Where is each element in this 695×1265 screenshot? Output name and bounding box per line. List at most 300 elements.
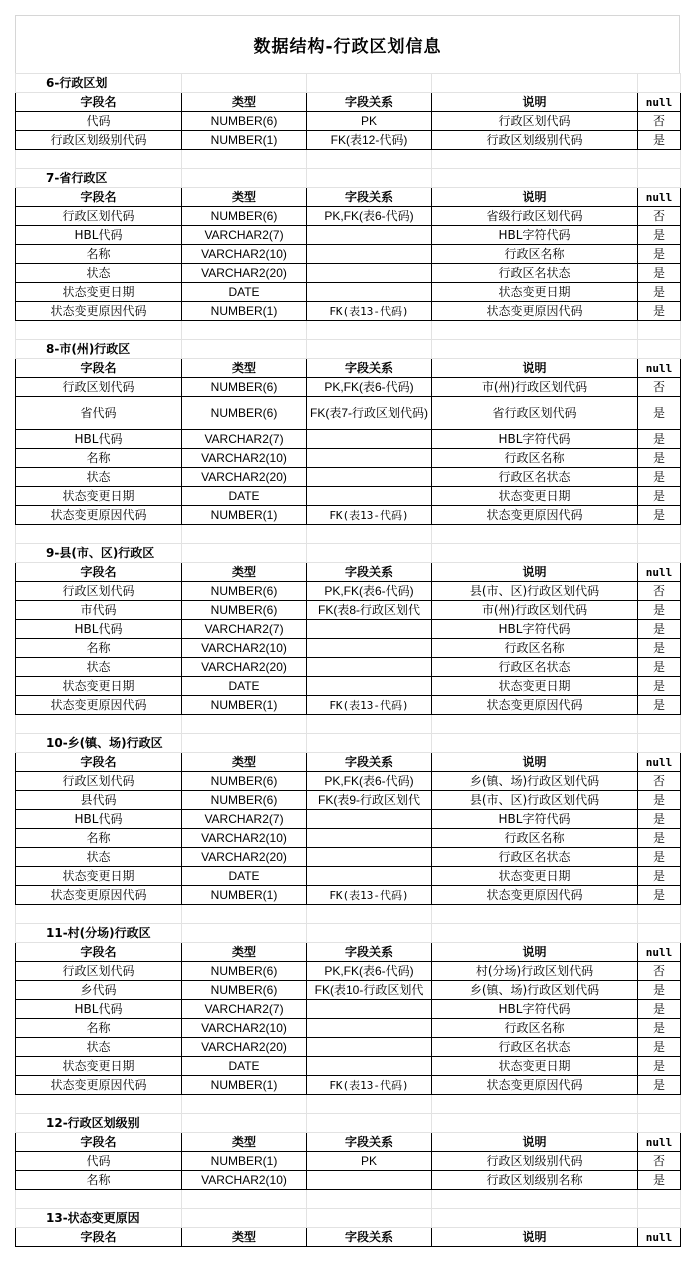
column-header-description: 说明 (432, 943, 638, 962)
cell-relation (307, 264, 432, 283)
empty-cell (16, 715, 182, 734)
cell-nullable: 否 (638, 378, 681, 397)
empty-cell (16, 321, 182, 340)
empty-cell (638, 169, 681, 188)
column-header-relation: 字段关系 (307, 563, 432, 582)
empty-cell (432, 321, 638, 340)
cell-type: NUMBER(1) (182, 302, 307, 321)
cell-relation (307, 245, 432, 264)
empty-cell (182, 169, 307, 188)
column-header-type: 类型 (182, 188, 307, 207)
cell-nullable: 是 (638, 397, 681, 430)
empty-cell (307, 169, 432, 188)
spacer-row (16, 525, 681, 544)
cell-type: VARCHAR2(7) (182, 1000, 307, 1019)
spreadsheet (15, 15, 680, 1247)
cell-nullable: 是 (638, 506, 681, 525)
cell-nullable: 是 (638, 283, 681, 302)
cell-type: NUMBER(6) (182, 791, 307, 810)
empty-cell (432, 1095, 638, 1114)
table-row (16, 506, 681, 525)
cell-type: NUMBER(6) (182, 397, 307, 430)
column-header-field-name: 字段名 (16, 1133, 182, 1152)
cell-description: HBL字符代码 (432, 810, 638, 829)
column-header-relation: 字段关系 (307, 943, 432, 962)
spacer-row (16, 321, 681, 340)
column-header-description: 说明 (432, 753, 638, 772)
cell-description: HBL字符代码 (432, 1000, 638, 1019)
document-title: 数据结构-行政区划信息 (15, 15, 680, 73)
cell-type: DATE (182, 677, 307, 696)
cell-field-name: 状态 (16, 1038, 182, 1057)
section-title: 9-县(市、区)行政区 (16, 544, 182, 563)
cell-field-name: 状态变更原因代码 (16, 506, 182, 525)
empty-cell (432, 734, 638, 753)
column-header-row (16, 188, 681, 207)
cell-type: VARCHAR2(10) (182, 245, 307, 264)
column-header-relation: 字段关系 (307, 1133, 432, 1152)
table-row (16, 658, 681, 677)
cell-description: 行政区名状态 (432, 468, 638, 487)
cell-relation: FK(表13-代码) (307, 302, 432, 321)
cell-nullable: 否 (638, 962, 681, 981)
empty-cell (307, 525, 432, 544)
empty-cell (16, 905, 182, 924)
cell-relation: FK(表10-行政区划代 (307, 981, 432, 1000)
empty-cell (182, 74, 307, 93)
section-title: 12-行政区划级别 (16, 1114, 182, 1133)
table-row (16, 791, 681, 810)
cell-description: 行政区名称 (432, 829, 638, 848)
table-row (16, 226, 681, 245)
cell-field-name: 行政区划代码 (16, 582, 182, 601)
empty-cell (182, 905, 307, 924)
cell-relation: PK (307, 112, 432, 131)
cell-type: NUMBER(6) (182, 962, 307, 981)
spacer-row (16, 1095, 681, 1114)
cell-type: NUMBER(1) (182, 506, 307, 525)
cell-description: HBL字符代码 (432, 226, 638, 245)
column-header-nullable: null (638, 359, 681, 378)
empty-cell (182, 1190, 307, 1209)
table-row (16, 582, 681, 601)
cell-type: NUMBER(6) (182, 378, 307, 397)
empty-cell (638, 715, 681, 734)
column-header-type: 类型 (182, 1228, 307, 1247)
empty-cell (432, 905, 638, 924)
empty-cell (638, 544, 681, 563)
cell-type: VARCHAR2(20) (182, 468, 307, 487)
cell-relation: PK,FK(表6-代码) (307, 962, 432, 981)
empty-cell (307, 1190, 432, 1209)
section-title-row (16, 340, 681, 359)
cell-type: VARCHAR2(20) (182, 658, 307, 677)
cell-relation: PK,FK(表6-代码) (307, 207, 432, 226)
table-row (16, 981, 681, 1000)
table-row (16, 449, 681, 468)
empty-cell (182, 1114, 307, 1133)
cell-type: DATE (182, 1057, 307, 1076)
cell-description: 行政区划代码 (432, 112, 638, 131)
column-header-type: 类型 (182, 1133, 307, 1152)
empty-cell (432, 169, 638, 188)
empty-cell (432, 340, 638, 359)
column-header-relation: 字段关系 (307, 753, 432, 772)
cell-relation (307, 810, 432, 829)
cell-field-name: 名称 (16, 1171, 182, 1190)
cell-nullable: 是 (638, 131, 681, 150)
empty-cell (307, 905, 432, 924)
cell-nullable: 是 (638, 810, 681, 829)
column-header-nullable: null (638, 188, 681, 207)
cell-field-name: 县代码 (16, 791, 182, 810)
cell-field-name: HBL代码 (16, 226, 182, 245)
empty-cell (307, 544, 432, 563)
cell-field-name: HBL代码 (16, 810, 182, 829)
empty-cell (182, 150, 307, 169)
cell-field-name: 名称 (16, 829, 182, 848)
cell-field-name: 状态变更日期 (16, 867, 182, 886)
empty-cell (307, 150, 432, 169)
column-header-nullable: null (638, 753, 681, 772)
cell-type: DATE (182, 283, 307, 302)
cell-nullable: 是 (638, 601, 681, 620)
section-title-row (16, 169, 681, 188)
empty-cell (638, 1190, 681, 1209)
cell-nullable: 否 (638, 772, 681, 791)
cell-field-name: 行政区划代码 (16, 207, 182, 226)
cell-relation (307, 430, 432, 449)
empty-cell (307, 715, 432, 734)
table-row (16, 1000, 681, 1019)
table-row (16, 1038, 681, 1057)
cell-description: 行政区划级别代码 (432, 1152, 638, 1171)
empty-cell (182, 340, 307, 359)
table-row (16, 487, 681, 506)
cell-relation (307, 468, 432, 487)
empty-cell (432, 150, 638, 169)
table-row (16, 962, 681, 981)
column-header-description: 说明 (432, 1228, 638, 1247)
table-row (16, 677, 681, 696)
cell-field-name: 状态 (16, 848, 182, 867)
cell-relation (307, 449, 432, 468)
cell-description: 村(分场)行政区划代码 (432, 962, 638, 981)
empty-cell (432, 525, 638, 544)
empty-cell (16, 525, 182, 544)
column-header-row (16, 359, 681, 378)
table-row (16, 207, 681, 226)
cell-nullable: 是 (638, 1057, 681, 1076)
cell-type: VARCHAR2(7) (182, 620, 307, 639)
column-header-nullable: null (638, 1133, 681, 1152)
table-row (16, 302, 681, 321)
cell-description: 省级行政区划代码 (432, 207, 638, 226)
cell-description: 状态变更原因代码 (432, 506, 638, 525)
cell-relation: FK(表7-行政区划代码) (307, 397, 432, 430)
section-title-row (16, 1114, 681, 1133)
table-row (16, 772, 681, 791)
column-header-field-name: 字段名 (16, 1228, 182, 1247)
empty-cell (307, 1209, 432, 1228)
empty-cell (16, 1190, 182, 1209)
table-row (16, 639, 681, 658)
cell-field-name: HBL代码 (16, 430, 182, 449)
cell-field-name: 状态变更日期 (16, 677, 182, 696)
cell-type: NUMBER(1) (182, 131, 307, 150)
cell-type: NUMBER(6) (182, 207, 307, 226)
empty-cell (432, 1114, 638, 1133)
cell-description: 状态变更日期 (432, 677, 638, 696)
cell-field-name: 行政区划代码 (16, 962, 182, 981)
cell-nullable: 是 (638, 829, 681, 848)
cell-description: 行政区划级别代码 (432, 131, 638, 150)
column-header-row (16, 943, 681, 962)
column-header-row (16, 1228, 681, 1247)
cell-relation: PK,FK(表6-代码) (307, 772, 432, 791)
table-row (16, 810, 681, 829)
table-row (16, 397, 681, 430)
column-header-nullable: null (638, 93, 681, 112)
cell-field-name: HBL代码 (16, 1000, 182, 1019)
cell-description: 行政区名称 (432, 449, 638, 468)
cell-relation (307, 226, 432, 245)
cell-nullable: 是 (638, 1019, 681, 1038)
empty-cell (638, 525, 681, 544)
empty-cell (638, 74, 681, 93)
section-title: 6-行政区划 (16, 74, 182, 93)
cell-field-name: 市代码 (16, 601, 182, 620)
column-header-field-name: 字段名 (16, 563, 182, 582)
empty-cell (432, 1190, 638, 1209)
cell-description: 县(市、区)行政区划代码 (432, 582, 638, 601)
section-title-row (16, 924, 681, 943)
spacer-row (16, 150, 681, 169)
cell-description: 行政区名状态 (432, 264, 638, 283)
cell-description: 行政区名称 (432, 639, 638, 658)
data-structure-table (15, 73, 681, 1247)
cell-description: 省行政区划代码 (432, 397, 638, 430)
empty-cell (432, 715, 638, 734)
cell-field-name: 状态变更日期 (16, 487, 182, 506)
column-header-type: 类型 (182, 753, 307, 772)
empty-cell (16, 150, 182, 169)
empty-cell (307, 924, 432, 943)
cell-relation: FK(表13-代码) (307, 696, 432, 715)
column-header-type: 类型 (182, 943, 307, 962)
cell-description: 状态变更原因代码 (432, 886, 638, 905)
cell-nullable: 是 (638, 867, 681, 886)
column-header-type: 类型 (182, 359, 307, 378)
cell-relation: FK(表13-代码) (307, 886, 432, 905)
column-header-relation: 字段关系 (307, 359, 432, 378)
empty-cell (307, 1114, 432, 1133)
cell-relation (307, 1038, 432, 1057)
cell-description: 行政区划级别名称 (432, 1171, 638, 1190)
cell-description: 状态变更原因代码 (432, 696, 638, 715)
table-row (16, 886, 681, 905)
cell-field-name: 名称 (16, 639, 182, 658)
cell-field-name: 行政区划级别代码 (16, 131, 182, 150)
column-header-row (16, 753, 681, 772)
cell-type: VARCHAR2(7) (182, 430, 307, 449)
empty-cell (182, 924, 307, 943)
column-header-description: 说明 (432, 359, 638, 378)
cell-relation (307, 1057, 432, 1076)
table-row (16, 1152, 681, 1171)
table-row (16, 378, 681, 397)
table-row (16, 264, 681, 283)
section-title-row (16, 734, 681, 753)
cell-relation (307, 867, 432, 886)
cell-type: VARCHAR2(20) (182, 1038, 307, 1057)
cell-type: DATE (182, 487, 307, 506)
cell-field-name: 状态变更日期 (16, 283, 182, 302)
empty-cell (638, 321, 681, 340)
cell-description: 状态变更日期 (432, 283, 638, 302)
cell-field-name: 代码 (16, 1152, 182, 1171)
cell-nullable: 是 (638, 677, 681, 696)
cell-nullable: 是 (638, 430, 681, 449)
empty-cell (16, 1095, 182, 1114)
cell-relation (307, 487, 432, 506)
cell-field-name: 状态 (16, 468, 182, 487)
cell-field-name: 状态变更原因代码 (16, 1076, 182, 1095)
table-row (16, 1076, 681, 1095)
cell-nullable: 是 (638, 1038, 681, 1057)
column-header-relation: 字段关系 (307, 93, 432, 112)
cell-field-name: 乡代码 (16, 981, 182, 1000)
empty-cell (182, 715, 307, 734)
empty-cell (638, 924, 681, 943)
cell-nullable: 否 (638, 112, 681, 131)
cell-field-name: 状态 (16, 658, 182, 677)
cell-field-name: 状态变更原因代码 (16, 302, 182, 321)
cell-relation (307, 620, 432, 639)
cell-description: 市(州)行政区划代码 (432, 601, 638, 620)
cell-relation (307, 1019, 432, 1038)
section-title: 8-市(州)行政区 (16, 340, 182, 359)
column-header-description: 说明 (432, 563, 638, 582)
empty-cell (182, 734, 307, 753)
cell-field-name: 省代码 (16, 397, 182, 430)
cell-nullable: 是 (638, 264, 681, 283)
cell-description: 行政区名称 (432, 245, 638, 264)
cell-field-name: 行政区划代码 (16, 378, 182, 397)
cell-relation: PK,FK(表6-代码) (307, 378, 432, 397)
cell-type: DATE (182, 867, 307, 886)
table-row (16, 867, 681, 886)
cell-description: 状态变更日期 (432, 867, 638, 886)
column-header-row (16, 93, 681, 112)
column-header-type: 类型 (182, 563, 307, 582)
cell-description: 行政区名状态 (432, 848, 638, 867)
cell-type: VARCHAR2(10) (182, 1171, 307, 1190)
table-row (16, 696, 681, 715)
column-header-type: 类型 (182, 93, 307, 112)
table-row (16, 848, 681, 867)
empty-cell (432, 74, 638, 93)
cell-description: HBL字符代码 (432, 620, 638, 639)
cell-nullable: 是 (638, 1171, 681, 1190)
cell-nullable: 是 (638, 696, 681, 715)
cell-nullable: 否 (638, 1152, 681, 1171)
cell-nullable: 是 (638, 886, 681, 905)
column-header-field-name: 字段名 (16, 93, 182, 112)
cell-relation: PK (307, 1152, 432, 1171)
cell-nullable: 是 (638, 449, 681, 468)
table-row (16, 829, 681, 848)
cell-field-name: 状态变更日期 (16, 1057, 182, 1076)
cell-description: HBL字符代码 (432, 430, 638, 449)
empty-cell (432, 1209, 638, 1228)
empty-cell (182, 525, 307, 544)
cell-type: NUMBER(6) (182, 981, 307, 1000)
empty-cell (307, 1095, 432, 1114)
column-header-nullable: null (638, 563, 681, 582)
cell-description: 县(市、区)行政区划代码 (432, 791, 638, 810)
cell-description: 状态变更日期 (432, 487, 638, 506)
cell-description: 状态变更原因代码 (432, 302, 638, 321)
empty-cell (638, 1114, 681, 1133)
column-header-field-name: 字段名 (16, 753, 182, 772)
cell-nullable: 是 (638, 468, 681, 487)
empty-cell (432, 544, 638, 563)
table-row (16, 283, 681, 302)
cell-type: NUMBER(6) (182, 582, 307, 601)
cell-nullable: 否 (638, 582, 681, 601)
cell-relation: FK(表13-代码) (307, 1076, 432, 1095)
section-title-row (16, 74, 681, 93)
empty-cell (307, 321, 432, 340)
column-header-relation: 字段关系 (307, 188, 432, 207)
cell-relation (307, 829, 432, 848)
cell-description: 行政区名称 (432, 1019, 638, 1038)
cell-type: NUMBER(1) (182, 1152, 307, 1171)
spacer-row (16, 715, 681, 734)
cell-relation (307, 1000, 432, 1019)
empty-cell (182, 544, 307, 563)
cell-description: 状态变更原因代码 (432, 1076, 638, 1095)
cell-type: VARCHAR2(7) (182, 226, 307, 245)
table-row (16, 468, 681, 487)
section-title-row (16, 1209, 681, 1228)
cell-type: VARCHAR2(10) (182, 639, 307, 658)
cell-nullable: 是 (638, 1076, 681, 1095)
section-title: 10-乡(镇、场)行政区 (16, 734, 182, 753)
cell-type: NUMBER(1) (182, 1076, 307, 1095)
empty-cell (638, 340, 681, 359)
column-header-field-name: 字段名 (16, 359, 182, 378)
empty-cell (182, 321, 307, 340)
empty-cell (182, 1209, 307, 1228)
empty-cell (432, 924, 638, 943)
empty-cell (307, 734, 432, 753)
cell-field-name: 名称 (16, 245, 182, 264)
table-row (16, 1019, 681, 1038)
cell-nullable: 是 (638, 848, 681, 867)
cell-nullable: 否 (638, 207, 681, 226)
cell-relation (307, 639, 432, 658)
cell-nullable: 是 (638, 1000, 681, 1019)
cell-nullable: 是 (638, 245, 681, 264)
cell-field-name: 行政区划代码 (16, 772, 182, 791)
section-title: 13-状态变更原因 (16, 1209, 182, 1228)
column-header-description: 说明 (432, 188, 638, 207)
column-header-nullable: null (638, 1228, 681, 1247)
empty-cell (638, 1209, 681, 1228)
cell-nullable: 是 (638, 981, 681, 1000)
